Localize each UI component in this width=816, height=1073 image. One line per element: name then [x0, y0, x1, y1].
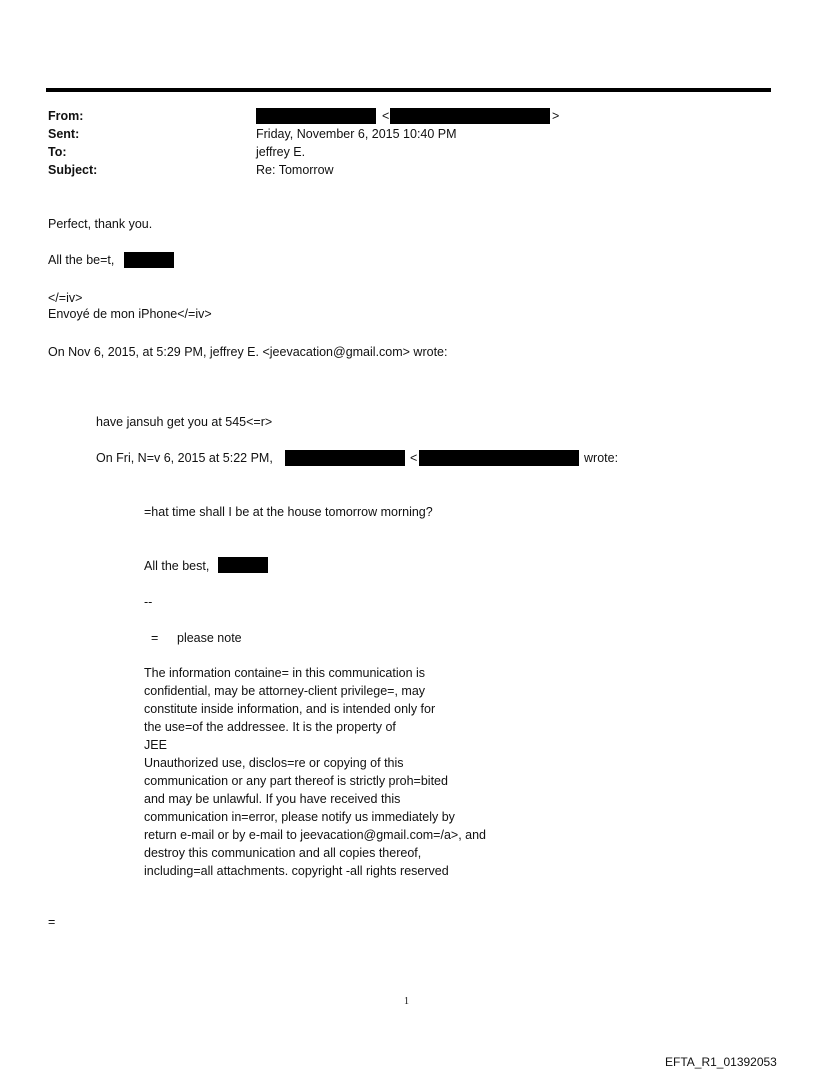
- subject-value: Re: Tomorrow: [256, 163, 334, 177]
- redaction-signoff-name: [218, 557, 268, 573]
- redaction-quote-email: [419, 450, 579, 466]
- disclaimer-line: confidential, may be attorney-client privilege=, may: [144, 684, 426, 698]
- disclaimer-line: destroy this communication and all copies thereof,: [144, 846, 422, 860]
- note-text: please note: [177, 631, 242, 645]
- redaction-from-email: [390, 108, 550, 124]
- header-rule: [46, 88, 771, 92]
- to-value: jeffrey E.: [256, 145, 306, 159]
- from-lt: <: [382, 109, 390, 123]
- quote2-prefix: On Fri, N=v 6, 2015 at 5:22 PM,: [96, 451, 273, 465]
- body-line-perfect: Perfect, thank you.: [48, 217, 153, 231]
- body-line-regards: All the be=t,: [48, 253, 115, 267]
- disclaimer-line: return e-mail or by e-mail to jeevacation@gmail.com=/a>, and: [144, 828, 487, 842]
- disclaimer-block: [144, 664, 486, 880]
- disclaimer-line: JEE: [144, 738, 167, 752]
- from-gt: >: [552, 109, 560, 123]
- disclaimer-line: including=all attachments. copyright -all rights reserved: [144, 864, 449, 878]
- signature-dashes: --: [144, 595, 153, 609]
- redaction-sender-name: [124, 252, 174, 268]
- redaction-quote-name: [285, 450, 405, 466]
- sent-value: Friday, November 6, 2015 10:40 PM: [256, 127, 457, 141]
- question-line: =hat time shall I be at the house tomorrow morning?: [144, 505, 433, 519]
- disclaimer-line: communication in=error, please notify us immediately by: [144, 810, 455, 824]
- body-line-div-close: </=iv>: [48, 291, 83, 305]
- document-id: EFTA_R1_01392053: [665, 1055, 777, 1069]
- reply-line: have jansuh get you at 545<=r>: [96, 415, 273, 429]
- quote2-suffix: wrote:: [584, 451, 619, 465]
- disclaimer-line: communication or any part thereof is strictly proh=bited: [144, 774, 448, 788]
- disclaimer-line: the use=of the addressee. It is the property of: [144, 720, 396, 734]
- disclaimer-line: The information containe= in this communication is: [144, 666, 426, 680]
- quote2-lt: <: [410, 451, 418, 465]
- redaction-from-name: [256, 108, 376, 124]
- quote-intro: On Nov 6, 2015, at 5:29 PM, jeffrey E. <jeevacation@gmail.com> wrote:: [48, 345, 448, 359]
- page-number: 1: [404, 996, 409, 1007]
- to-label: To:: [48, 145, 67, 159]
- from-label: From:: [48, 109, 84, 123]
- disclaimer-line: constitute inside information, and is intended only for: [144, 702, 436, 716]
- disclaimer-line: and may be unlawful. If you have received this: [144, 792, 401, 806]
- trailing-equals: =: [48, 915, 56, 929]
- body-line-iphone: Envoyé de mon iPhone</=iv>: [48, 307, 212, 321]
- note-equals: =: [151, 631, 159, 645]
- signoff-line: All the best,: [144, 559, 210, 573]
- disclaimer-line: Unauthorized use, disclos=re or copying of this: [144, 756, 404, 770]
- sent-label: Sent:: [48, 127, 80, 141]
- subject-label: Subject:: [48, 163, 98, 177]
